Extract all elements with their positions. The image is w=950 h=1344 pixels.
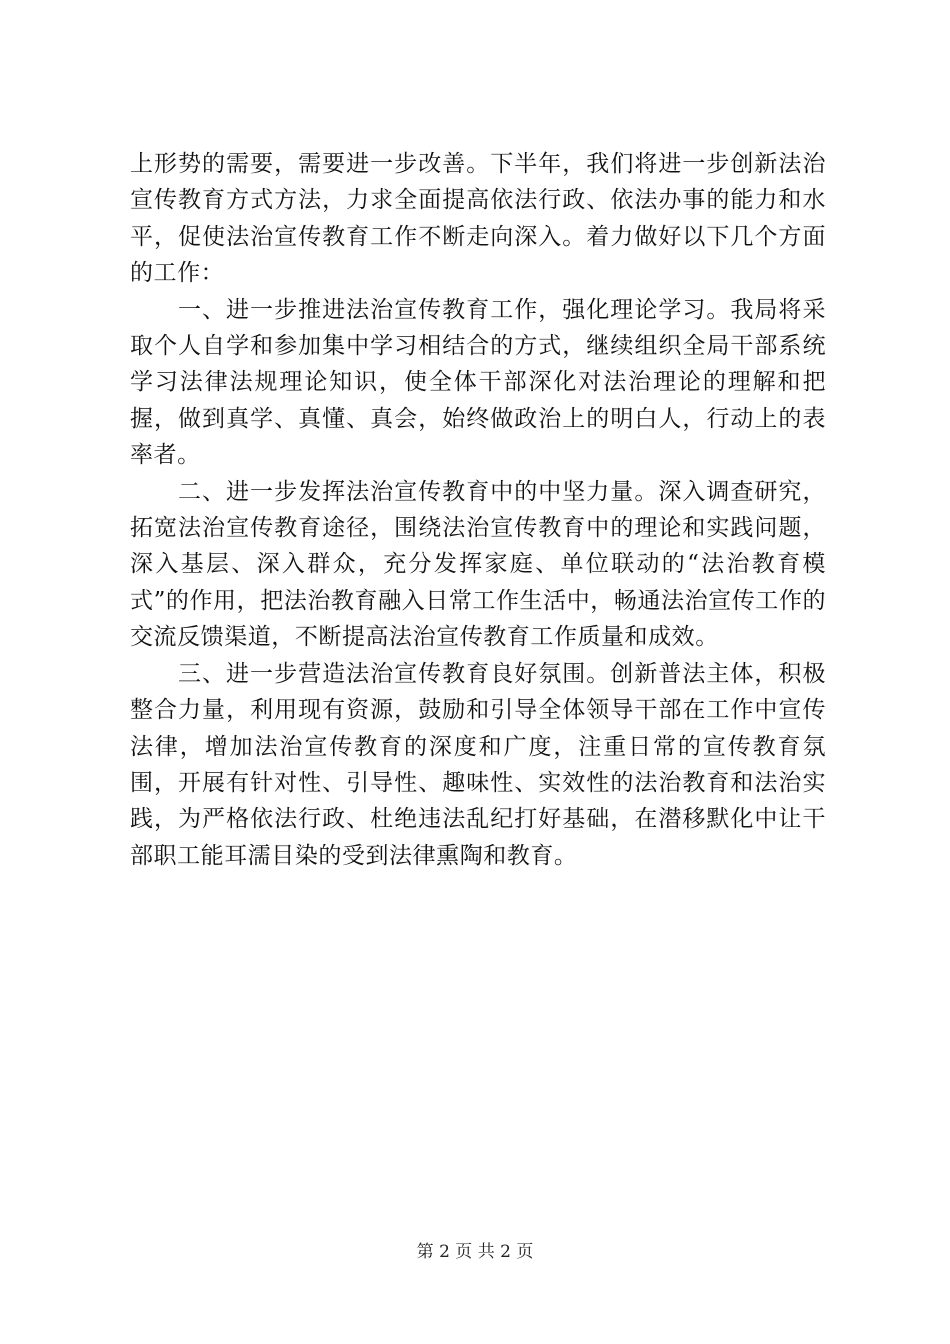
paragraph-item-1: 一、进一步推进法治宣传教育工作，强化理论学习。我局将采取个人自学和参加集中学习相结合的方式，继续组织全局干部系统学习法律法规理论知识，使全体干部深化对法治理论的理解和把握，做到真学、真懂、真会，始终做政治上的明白人，行动上的表率者。 (130, 296, 826, 469)
paragraph-item-2: 二、进一步发挥法治宣传教育中的中坚力量。深入调查研究，拓宽法治宣传教育途径，围绕法治宣传教育中的理论和实践问题，深入基层、深入群众，充分发挥家庭、单位联动的“法治教育模式”的作用，把法治教育融入日常工作生活中，畅通法治宣传工作的交流反馈渠道，不断提高法治宣传教育工作质量和成效。 (130, 478, 826, 651)
paragraph-item-3: 三、进一步营造法治宣传教育良好氛围。创新普法主体，积极整合力量，利用现有资源，鼓励和引导全体领导干部在工作中宣传法律，增加法治宣传教育的深度和广度，注重日常的宣传教育氛围，开展有针对性、引导性、趣味性、实效性的法治教育和法治实践，为严格依法行政、杜绝违法乱纪打好基础，在潜移默化中让干部职工能耳濡目染的受到法律熏陶和教育。 (130, 660, 826, 869)
document-body (130, 146, 826, 874)
page-number-footer: 第 2 页 共 2 页 (416, 1242, 534, 1262)
paragraph-intro: 上形势的需要，需要进一步改善。下半年，我们将进一步创新法治宣传教育方式方法，力求全面提高依法行政、依法办事的能力和水平，促使法治宣传教育工作不断走向深入。着力做好以下几个方面的工作： (130, 151, 826, 287)
